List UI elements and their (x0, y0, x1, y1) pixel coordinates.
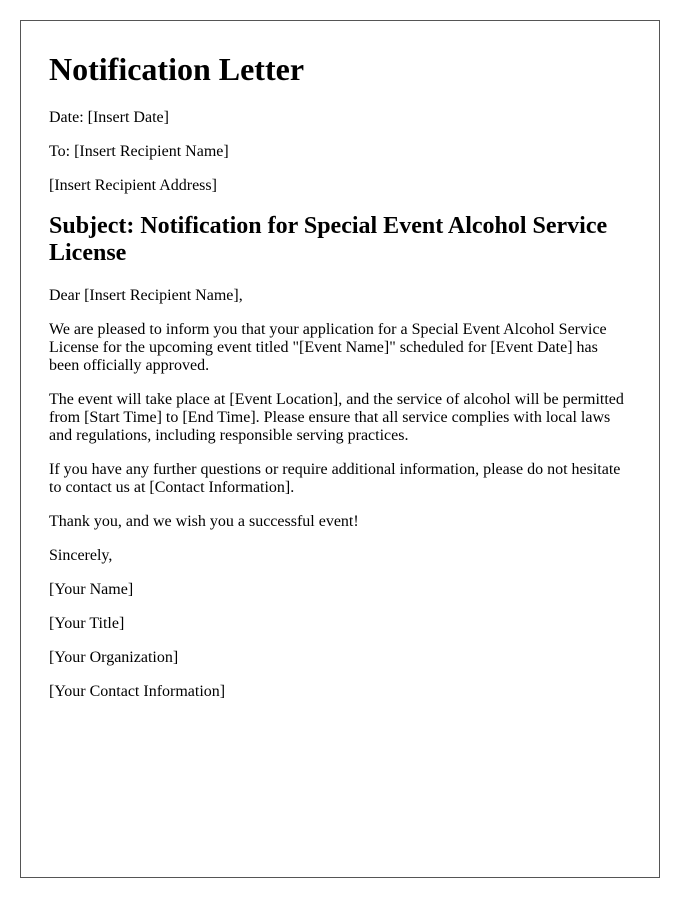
closing: Sincerely, (49, 547, 113, 564)
letter-page (20, 20, 660, 878)
body-paragraph-approval: We are pleased to inform you that your application for a Special Event Alcohol Service License for the upcoming event titled "[Event Name]" scheduled for [Event Date] has been officially approved. (49, 321, 607, 374)
signature-title: [Your Title] (49, 615, 125, 632)
signature-organization: [Your Organization] (49, 649, 179, 666)
subject-heading: Subject: Notification for Special Event Alcohol Service License (49, 213, 608, 266)
recipient-address: [Insert Recipient Address] (49, 177, 217, 194)
letter-title: Notification Letter (49, 51, 305, 87)
body-paragraph-contact: If you have any further questions or require additional information, please do not hesitate to contact us at [Contact Information]. (49, 461, 621, 496)
signature-name: [Your Name] (49, 581, 134, 598)
signature-contact: [Your Contact Information] (49, 683, 226, 700)
date-line: Date: [Insert Date] (49, 109, 169, 126)
salutation: Dear [Insert Recipient Name], (49, 287, 243, 304)
body-paragraph-thanks: Thank you, and we wish you a successful event! (49, 513, 359, 530)
body-paragraph-location: The event will take place at [Event Location], and the service of alcohol will be permitted from [Start Time] to [End Time]. Please ensure that all service complies with local laws and regulations, including responsible serving practices. (49, 391, 624, 444)
recipient-line: To: [Insert Recipient Name] (49, 143, 229, 160)
